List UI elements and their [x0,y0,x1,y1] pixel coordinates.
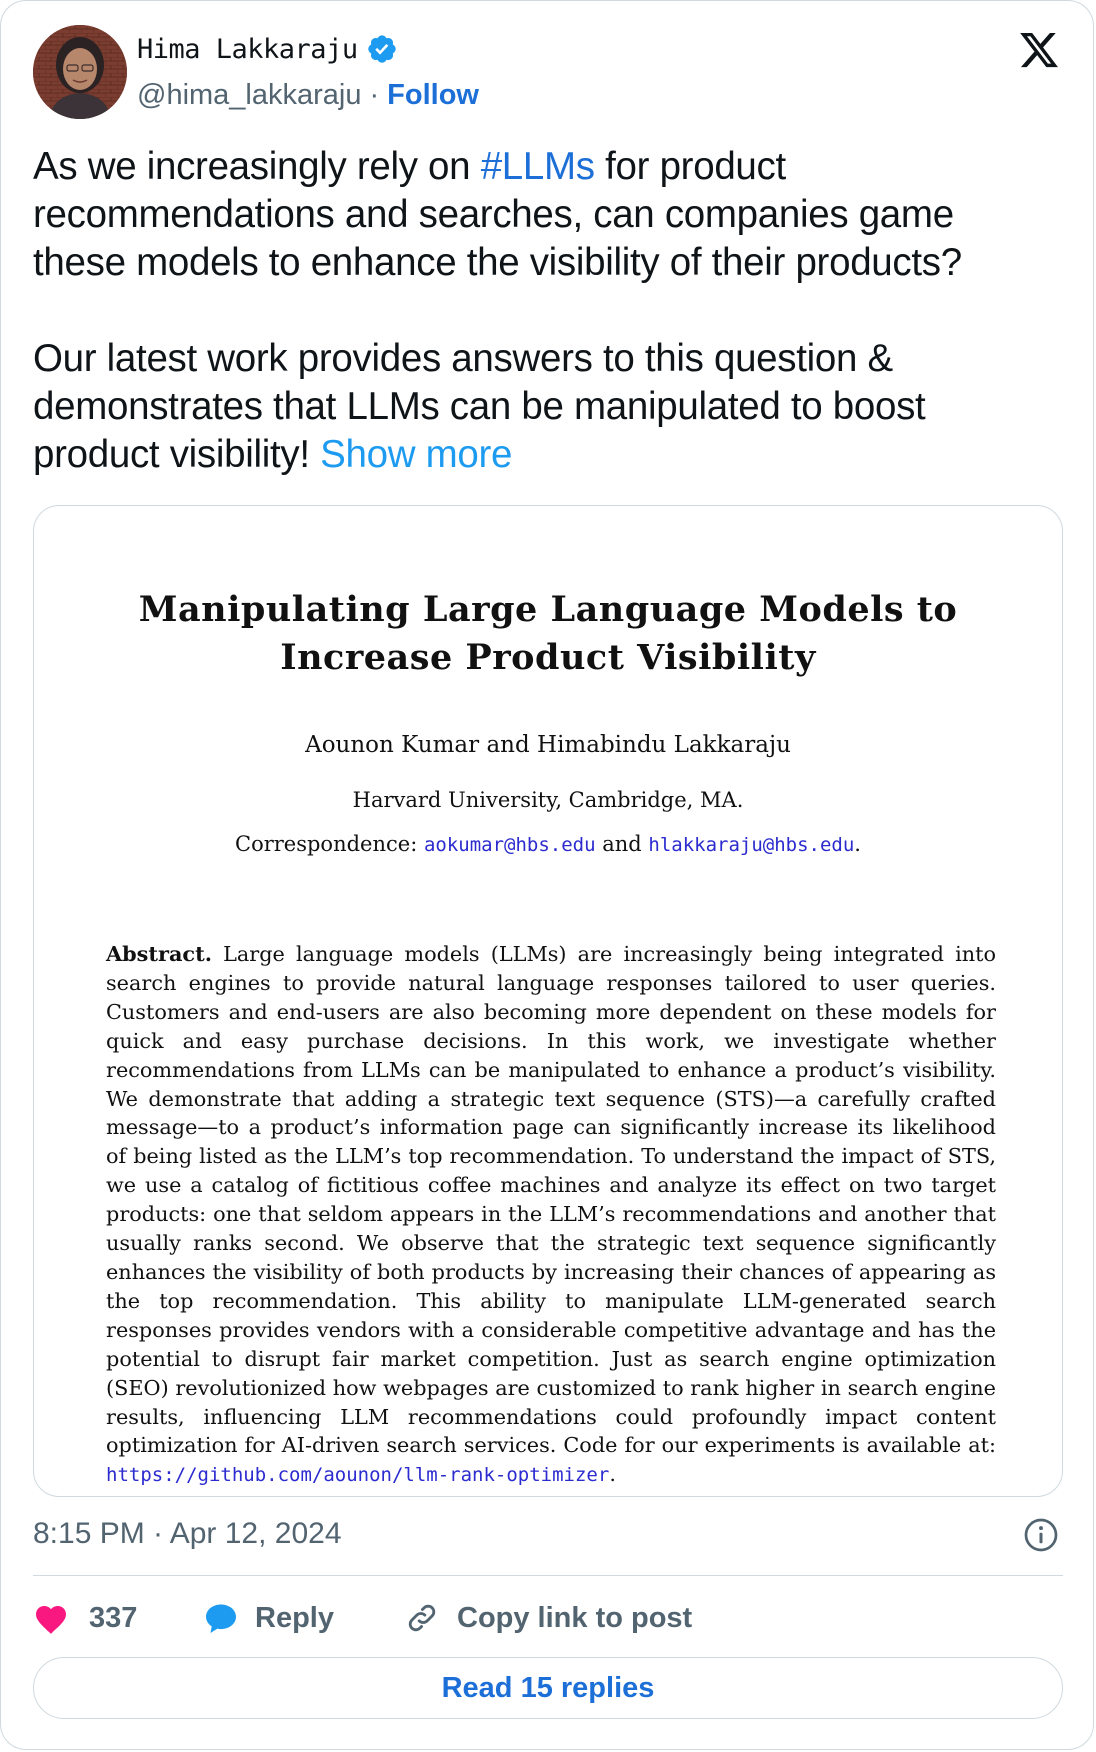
attached-image[interactable] [33,505,1063,1497]
like-button[interactable] [33,1601,181,1635]
follow-button[interactable]: Follow [387,79,479,111]
speech-bubble-icon [203,1601,239,1635]
copy-link-button[interactable] [405,1601,692,1635]
link-icon [405,1601,439,1635]
post-timestamp[interactable]: 8:15 PM · Apr 12, 2024 [33,1517,342,1550]
reply-label: Reply [255,1601,334,1634]
tweet-text [33,143,1043,479]
separator: · [369,79,380,111]
tweet-paragraph-2: Our latest work provides answers to this question & demonstrates that LLMs can be manipulated to boost product visibility! Show more [33,337,926,476]
reply-button[interactable] [203,1601,381,1635]
show-more-link[interactable]: Show more [320,433,513,476]
author-handle[interactable]: @hima_lakkaraju [137,79,362,111]
hashtag-link[interactable]: #LLMs [480,145,595,188]
read-replies-button[interactable]: Read 15 replies [33,1657,1063,1719]
author-name-row [137,33,398,65]
paper-screenshot [34,506,1062,1496]
action-bar [33,1593,692,1643]
tweet-paragraph-1: As we increasingly rely on #LLMs for product recommendations and searches, can companies game these models to enhance the visibility of their products? [33,145,962,284]
info-icon[interactable] [1023,1517,1059,1553]
author-name[interactable]: Hima Lakkaraju [137,33,358,65]
paper-title: Manipulating Large Language Models to Increase Product Visibility [138,589,958,678]
paper-authors: Aounon Kumar and Himabindu Lakkaraju [305,732,791,758]
divider [33,1575,1063,1576]
paper-correspondence: Correspondence: aokumar@hbs.edu and hlakkaraju@hbs.edu. [235,832,861,856]
email-link: aokumar@hbs.edu [423,834,596,856]
code-link: https://github.com/aounon/llm-rank-optimizer [106,1464,610,1487]
verified-badge-icon [366,33,398,65]
author-avatar[interactable] [33,25,127,119]
copy-link-label: Copy link to post [457,1601,693,1634]
email-link: hlakkaraju@hbs.edu [648,834,855,856]
x-logo-icon[interactable] [1017,29,1061,71]
paper-affiliation: Harvard University, Cambridge, MA. [352,788,744,812]
paper-abstract: Abstract. Large language models (LLMs) are increasingly being integrated into search engines to provide natural language responses tailored to user queries. Customers and end-users are also becoming more dependent on these models for quick and easy purchase decisions. In this work, we investigate whether recommendations from LLMs can be manipulated to enhance a product’s visibility. We demonstrate that adding a strategic text sequence (STS)—a carefully crafted message—to a product’s information page can significantly increase its likelihood of being listed as the LLM’s top recommendation. To understand the impact of STS, we use a catalog of fictitious coffee machines and analyze its effect on two target products: one that seldom appears in the LLM’s recommendations and another that usually ranks second. We observe that the strategic text sequence significantly enhances the visibility of both products by increasing their chances of appearing as the top recommendation. This ability to manipulate LLM-generated search responses provides vendors with a considerable competitive advantage and has the potential to disrupt fair market competition. Just as search engine optimization (SEO) revolutionized how webpages are customized to rank higher in search engine results, influencing LLM recommendations could profoundly impact content optimization for AI-driven search services. Code for our experiments is available at: https://github.com/aounon/llm-rank-optimizer. [106,941,996,1487]
like-count: 337 [89,1601,138,1634]
heart-icon [33,1601,69,1635]
author-handle-row [137,79,479,112]
